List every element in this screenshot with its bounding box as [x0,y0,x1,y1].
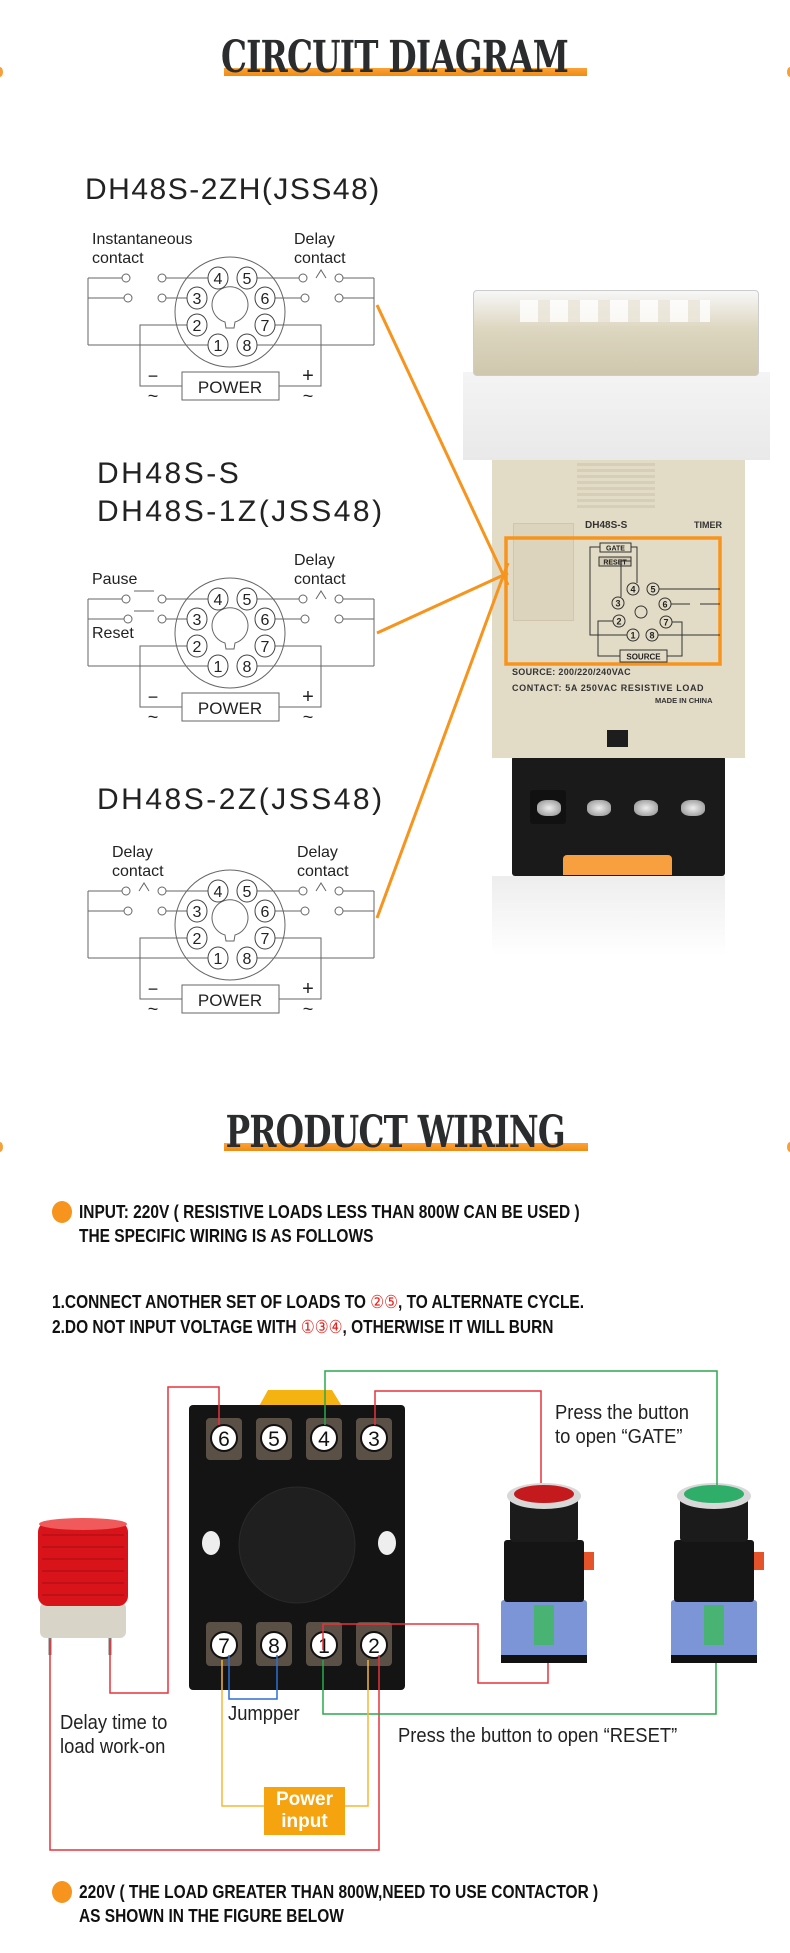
diagram-2-reset-label: Reset [92,625,134,642]
button-contact-indicator [704,1605,724,1645]
label-line: Delay [294,231,335,248]
product-wiring-title [0,1107,790,1158]
note-text: 1.CONNECT ANOTHER SET OF LOADS TO [52,1292,371,1312]
top-terminal-label: 3 [368,1428,380,1451]
green-push-button [671,1483,764,1663]
label-line: contact [294,571,346,588]
pin-6-label: 6 [260,612,270,629]
pin-7-label: 7 [260,931,270,948]
pin-6-label: 6 [260,291,270,308]
mount-hole [202,1531,220,1555]
label-line: Press the button [555,1402,690,1424]
gate-text: GATE [606,545,625,553]
top-terminal-label: 6 [218,1428,230,1451]
pin-8-label: 8 [242,338,252,355]
diagram-1-title: DH48S-2ZH(JSS48) [85,173,381,206]
label-line: load work-on [60,1736,166,1758]
pin-7-label: 7 [260,639,270,656]
timer-type-text: TIMER [694,520,722,530]
bottom-terminal-label: 1 [318,1635,330,1658]
ac-tilde: ~ [302,707,314,727]
timer-pin-label: 3 [615,598,621,609]
pin-1-label: 1 [213,659,223,676]
button-cap [684,1485,744,1503]
jumper-label: Jumpper [228,1703,300,1725]
note-terminal-numbers: ②⑤ [370,1292,398,1312]
power-label: POWER [197,991,263,1010]
gate-label [555,1401,689,1449]
note-text: 2.DO NOT INPUT VOLTAGE WITH [52,1317,301,1337]
bullet-icon [52,1881,72,1903]
label-line: Power [275,1789,334,1810]
label-line: Delay [297,844,338,861]
plus-sign: + [302,365,314,387]
pin-6-label: 6 [260,904,270,921]
button-cap [514,1485,574,1503]
reset-text: RESET [603,559,627,567]
diagram-3-title: DH48S-2Z(JSS48) [97,783,385,816]
pin-3-label: 3 [192,904,202,921]
label-line: contact [294,250,346,267]
label-line: contact [92,250,144,267]
power-label: POWER [197,378,263,397]
timer-pin-label: 2 [616,616,622,627]
top-terminal-label: 4 [318,1428,330,1451]
bottom-terminal-label: 2 [368,1635,380,1658]
pin-5-label: 5 [242,592,252,609]
label-line: Delay [294,552,335,569]
ac-tilde: ~ [302,386,314,406]
timer-source-spec: SOURCE: 200/220/240VAC [512,667,631,677]
contactor-text: 220V ( THE LOAD GREATER THAN 800W,NEED TO USE CONTACTOR ) [79,1882,599,1902]
source-text: SOURCE [626,652,661,662]
beacon-top [39,1518,127,1530]
relay-socket [189,1390,405,1690]
pin-3-label: 3 [192,612,202,629]
ac-tilde: ~ [302,999,314,1019]
minus-sign: − [147,979,159,999]
timer-pin-label: 6 [662,599,668,610]
plus-sign: + [302,978,314,1000]
pin-2-label: 2 [192,318,202,335]
button-bottom [501,1655,587,1663]
pin-7-label: 7 [260,318,270,335]
pin-2-label: 2 [192,931,202,948]
power-label: POWER [197,699,263,718]
pin-3-label: 3 [192,291,202,308]
timer-pin-label: 5 [650,584,656,595]
button-latch [754,1552,764,1570]
bottom-terminal-label: 7 [218,1635,230,1658]
reset-label: Press the button to open “RESET” [398,1725,678,1747]
socket-center [239,1487,355,1603]
circuit-diagram-title [0,32,790,83]
button-housing [504,1540,584,1602]
note-terminal-numbers: ①③④ [300,1317,343,1337]
title-line: DH48S-1Z(JSS48) [97,495,385,528]
label-line: Delay [112,844,153,861]
title-line: DH48S-S [97,457,242,490]
label-line: Delay time to [60,1712,168,1734]
power-input-box [264,1787,345,1835]
timer-pin-label: 1 [630,630,636,641]
note-text: , OTHERWISE IT WILL BURN [342,1317,554,1337]
pin-4-label: 4 [213,271,223,288]
pin-1-label: 1 [213,951,223,968]
diagram-2-pause-label: Pause [92,571,138,588]
ac-tilde: ~ [147,707,159,727]
mount-hole [378,1531,396,1555]
top-terminal-label: 5 [268,1428,280,1451]
label-line: input [281,1811,328,1832]
timer-pin-label: 8 [649,630,655,641]
button-housing [674,1540,754,1602]
button-contact-indicator [534,1605,554,1645]
timer-model-text: DH48S-S [585,520,628,531]
timer-pin-label: 4 [630,584,636,595]
button-bottom [671,1655,757,1663]
input-spec-text: INPUT: 220V ( RESISTIVE LOADS LESS THAN 800W CAN BE USED ) [79,1202,580,1222]
plus-sign: + [302,686,314,708]
pin-5-label: 5 [242,884,252,901]
label-line: Instantaneous [92,231,193,248]
red-push-button [501,1483,594,1663]
circuit-diagram-title-text: CIRCUIT DIAGRAM [221,32,569,83]
ac-tilde: ~ [147,386,159,406]
contactor-subtext: AS SHOWN IN THE FIGURE BELOW [79,1906,344,1926]
bottom-terminal-label: 8 [268,1635,280,1658]
timer-contact-spec: CONTACT: 5A 250VAC RESISTIVE LOAD [512,683,705,693]
pin-4-label: 4 [213,592,223,609]
pin-5-label: 5 [242,271,252,288]
pin-8-label: 8 [242,951,252,968]
pin-4-label: 4 [213,884,223,901]
delay-label [60,1711,167,1759]
timer-pin-label: 7 [663,617,669,628]
ac-tilde: ~ [147,999,159,1019]
pin-1-label: 1 [213,338,223,355]
label-line: to open “GATE” [555,1426,683,1448]
input-spec-subtext: THE SPECIFIC WIRING IS AS FOLLOWS [79,1226,374,1246]
minus-sign: − [147,366,159,386]
timer-made-in: MADE IN CHINA [655,696,713,705]
minus-sign: − [147,687,159,707]
label-line: contact [112,863,164,880]
label-line: contact [297,863,349,880]
product-wiring-title-text: PRODUCT WIRING [225,1107,565,1158]
pin-2-label: 2 [192,639,202,656]
button-latch [584,1552,594,1570]
pin-8-label: 8 [242,659,252,676]
beacon-base [40,1602,126,1638]
warning-beacon-light [38,1518,128,1655]
note-text: , TO ALTERNATE CYCLE. [397,1292,585,1312]
